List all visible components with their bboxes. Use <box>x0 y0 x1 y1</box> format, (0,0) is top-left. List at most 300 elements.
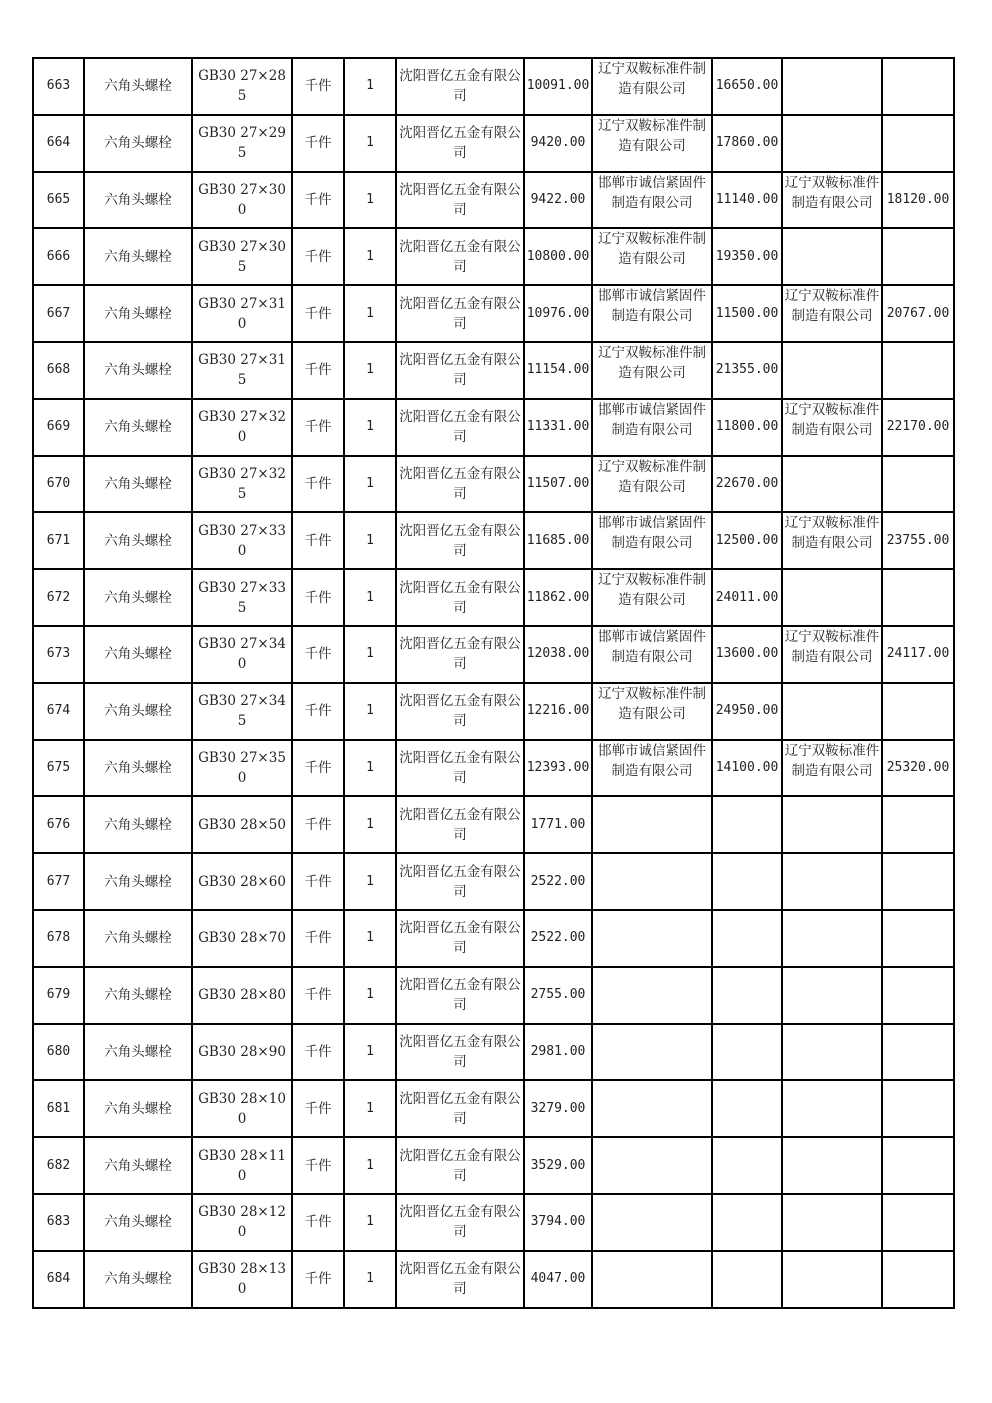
price-2-cell <box>712 172 782 229</box>
cell-text: 11140.00 <box>715 191 779 207</box>
cell-text: 12216.00 <box>526 703 590 719</box>
cell-text: 25320.00 <box>886 759 950 775</box>
cell-text: 21355.00 <box>715 362 779 378</box>
cell-text: 邯郸市诚信紧固件制造有限公司 <box>598 742 706 779</box>
spec-cell <box>192 853 292 910</box>
price-1-cell <box>524 456 592 513</box>
cell-text: 沈阳晋亿五金有限公司 <box>399 465 521 502</box>
quantity-cell <box>344 740 396 797</box>
supplier-3-cell <box>782 1080 882 1137</box>
price-3-cell <box>882 285 954 342</box>
price-3-cell <box>882 910 954 967</box>
quantity-cell <box>344 853 396 910</box>
cell-text: 663 <box>46 78 71 94</box>
supplier-2-cell <box>592 1080 712 1137</box>
unit-cell <box>292 967 344 1024</box>
cell-text: 沈阳晋亿五金有限公司 <box>399 68 521 105</box>
cell-text: GB30 28×120 <box>198 1204 286 1241</box>
item-name-cell <box>84 683 192 740</box>
supplier-2-cell <box>592 228 712 285</box>
supplier-2-cell <box>592 796 712 853</box>
cell-text: 邯郸市诚信紧固件制造有限公司 <box>598 515 706 552</box>
row-number-cell <box>33 569 84 626</box>
cell-text: 668 <box>46 362 71 378</box>
table-row <box>33 1137 954 1194</box>
cell-text: 沈阳晋亿五金有限公司 <box>399 806 521 843</box>
row-number-cell <box>33 1080 84 1137</box>
table-row <box>33 1080 954 1137</box>
cell-text: 676 <box>46 816 71 832</box>
cell-text: 辽宁双鞍标准件制造有限公司 <box>598 61 706 97</box>
cell-text: 六角头螺栓 <box>104 419 172 436</box>
price-2-cell <box>712 512 782 569</box>
cell-text: 沈阳晋亿五金有限公司 <box>399 636 521 673</box>
cell-text: 1 <box>366 191 374 207</box>
supplier-2-cell <box>592 512 712 569</box>
cell-text: 沈阳晋亿五金有限公司 <box>399 749 521 786</box>
item-name-cell <box>84 456 192 513</box>
cell-text: 邯郸市诚信紧固件制造有限公司 <box>598 174 706 211</box>
cell-text: 683 <box>46 1214 71 1230</box>
cell-text: 沈阳晋亿五金有限公司 <box>399 352 521 389</box>
cell-text: GB30 27×310 <box>198 295 286 332</box>
quantity-cell <box>344 342 396 399</box>
cell-text: 12038.00 <box>526 646 590 662</box>
supplier-3-cell <box>782 910 882 967</box>
cell-text: 3529.00 <box>530 1157 586 1173</box>
cell-text: 辽宁双鞍标准件制造有限公司 <box>598 685 706 722</box>
row-number-cell <box>33 910 84 967</box>
price-2-cell <box>712 342 782 399</box>
cell-text: 千件 <box>304 930 332 947</box>
cell-text: GB30 27×345 <box>198 693 286 730</box>
price-1-cell <box>524 1194 592 1251</box>
supplier-1-cell <box>396 683 524 740</box>
item-name-cell <box>84 399 192 456</box>
cell-text: 辽宁双鞍标准件制造有限公司 <box>598 572 706 609</box>
cell-text: 672 <box>46 589 71 605</box>
quantity-cell <box>344 967 396 1024</box>
quantity-cell <box>344 1194 396 1251</box>
price-3-cell <box>882 740 954 797</box>
unit-cell <box>292 910 344 967</box>
item-name-cell <box>84 342 192 399</box>
item-name-cell <box>84 115 192 172</box>
cell-text: 10091.00 <box>526 78 590 94</box>
cell-text: 682 <box>46 1157 71 1173</box>
cell-text: 1 <box>366 873 374 889</box>
cell-text: 681 <box>46 1100 71 1116</box>
cell-text: 684 <box>46 1271 71 1287</box>
price-1-cell <box>524 1024 592 1081</box>
cell-text: GB30 27×315 <box>198 352 286 389</box>
cell-text: 24117.00 <box>886 646 950 662</box>
cell-text: GB30 27×350 <box>198 749 286 786</box>
cell-text: 11500.00 <box>715 305 779 321</box>
supplier-1-cell <box>396 569 524 626</box>
spec-cell <box>192 1024 292 1081</box>
cell-text: 沈阳晋亿五金有限公司 <box>399 522 521 559</box>
cell-text: 千件 <box>304 1157 332 1174</box>
item-name-cell <box>84 1137 192 1194</box>
table-row <box>33 910 954 967</box>
quantity-cell <box>344 285 396 342</box>
row-number-cell <box>33 228 84 285</box>
supplier-2-cell <box>592 1194 712 1251</box>
row-number-cell <box>33 1251 84 1308</box>
unit-cell <box>292 342 344 399</box>
spec-cell <box>192 172 292 229</box>
cell-text: 六角头螺栓 <box>104 816 172 833</box>
supplier-2-cell <box>592 1024 712 1081</box>
cell-text: 18120.00 <box>886 191 950 207</box>
cell-text: 千件 <box>304 1214 332 1231</box>
spec-cell <box>192 285 292 342</box>
price-3-cell <box>882 342 954 399</box>
cell-text: 沈阳晋亿五金有限公司 <box>399 295 521 332</box>
supplier-2-cell <box>592 58 712 115</box>
cell-text: 2522.00 <box>530 873 586 889</box>
supplier-2-cell <box>592 1251 712 1308</box>
row-number-cell <box>33 1137 84 1194</box>
item-name-cell <box>84 228 192 285</box>
table-row <box>33 967 954 1024</box>
cell-text: 22670.00 <box>715 475 779 491</box>
price-3-cell <box>882 228 954 285</box>
quantity-cell <box>344 910 396 967</box>
spec-cell <box>192 967 292 1024</box>
cell-text: 1 <box>366 305 374 321</box>
unit-cell <box>292 796 344 853</box>
price-2-cell <box>712 1024 782 1081</box>
price-3-cell <box>882 626 954 683</box>
spec-cell <box>192 1137 292 1194</box>
cell-text: 666 <box>46 248 71 264</box>
row-number-cell <box>33 853 84 910</box>
cell-text: 20767.00 <box>886 305 950 321</box>
unit-cell <box>292 58 344 115</box>
price-3-cell <box>882 796 954 853</box>
price-1-cell <box>524 967 592 1024</box>
table-row <box>33 569 954 626</box>
cell-text: 千件 <box>304 703 332 720</box>
cell-text: GB30 27×285 <box>198 68 286 105</box>
item-name-cell <box>84 1024 192 1081</box>
quantity-cell <box>344 456 396 513</box>
cell-text: 六角头螺栓 <box>104 191 172 208</box>
price-2-cell <box>712 1251 782 1308</box>
unit-cell <box>292 399 344 456</box>
cell-text: 千件 <box>304 191 332 208</box>
cell-text: 11507.00 <box>526 475 590 491</box>
supplier-1-cell <box>396 399 524 456</box>
cell-text: 千件 <box>304 816 332 833</box>
price-2-cell <box>712 115 782 172</box>
cell-text: 六角头螺栓 <box>104 1214 172 1231</box>
price-1-cell <box>524 342 592 399</box>
item-name-cell <box>84 740 192 797</box>
cell-text: 沈阳晋亿五金有限公司 <box>399 1033 521 1070</box>
cell-text: GB30 28×90 <box>198 1043 286 1060</box>
cell-text: 千件 <box>304 589 332 606</box>
price-3-cell <box>882 1024 954 1081</box>
cell-text: 辽宁双鞍标准件制造有限公司 <box>598 117 706 154</box>
cell-text: 六角头螺栓 <box>104 873 172 890</box>
table-row <box>33 740 954 797</box>
spec-cell <box>192 626 292 683</box>
cell-text: 沈阳晋亿五金有限公司 <box>399 579 521 616</box>
price-1-cell <box>524 910 592 967</box>
cell-text: 邯郸市诚信紧固件制造有限公司 <box>598 628 706 665</box>
row-number-cell <box>33 967 84 1024</box>
price-2-cell <box>712 1137 782 1194</box>
cell-text: 沈阳晋亿五金有限公司 <box>399 125 521 162</box>
cell-text: 24950.00 <box>715 703 779 719</box>
cell-text: 六角头螺栓 <box>104 759 172 776</box>
quantity-cell <box>344 1080 396 1137</box>
spec-cell <box>192 512 292 569</box>
cell-text: 675 <box>46 759 71 775</box>
cell-text: GB30 28×60 <box>198 873 286 890</box>
price-1-cell <box>524 172 592 229</box>
cell-text: 9420.00 <box>530 135 586 151</box>
price-3-cell <box>882 1251 954 1308</box>
quantity-cell <box>344 172 396 229</box>
price-3-cell <box>882 399 954 456</box>
cell-text: 千件 <box>304 135 332 152</box>
supplier-3-cell <box>782 456 882 513</box>
supplier-2-cell <box>592 626 712 683</box>
supplier-3-cell <box>782 796 882 853</box>
unit-cell <box>292 172 344 229</box>
item-name-cell <box>84 1080 192 1137</box>
table-row <box>33 172 954 229</box>
cell-text: GB30 27×305 <box>198 238 286 275</box>
cell-text: 10976.00 <box>526 305 590 321</box>
row-number-cell <box>33 399 84 456</box>
cell-text: 679 <box>46 987 71 1003</box>
row-number-cell <box>33 740 84 797</box>
price-2-cell <box>712 626 782 683</box>
price-1-cell <box>524 569 592 626</box>
supplier-1-cell <box>396 58 524 115</box>
unit-cell <box>292 569 344 626</box>
cell-text: GB30 28×110 <box>198 1147 286 1184</box>
quantity-cell <box>344 399 396 456</box>
quantity-cell <box>344 683 396 740</box>
cell-text: 辽宁双鞍标准件制造有限公司 <box>598 344 706 381</box>
cell-text: GB30 27×330 <box>198 522 286 559</box>
cell-text: 六角头螺栓 <box>104 1043 172 1060</box>
item-name-cell <box>84 910 192 967</box>
price-2-cell <box>712 58 782 115</box>
cell-text: 千件 <box>304 646 332 663</box>
spec-cell <box>192 1194 292 1251</box>
table-row <box>33 456 954 513</box>
cell-text: 667 <box>46 305 71 321</box>
cell-text: 674 <box>46 703 71 719</box>
price-1-cell <box>524 512 592 569</box>
supplier-1-cell <box>396 853 524 910</box>
cell-text: 辽宁双鞍标准件制造有限公司 <box>598 231 706 268</box>
supplier-3-cell <box>782 285 882 342</box>
cell-text: GB30 28×70 <box>198 930 286 947</box>
cell-text: 六角头螺栓 <box>104 703 172 720</box>
cell-text: 1 <box>366 1043 374 1059</box>
spec-cell <box>192 399 292 456</box>
price-table-body <box>33 58 954 1308</box>
supplier-3-cell <box>782 1024 882 1081</box>
supplier-3-cell <box>782 1137 882 1194</box>
cell-text: 1 <box>366 135 374 151</box>
price-1-cell <box>524 1137 592 1194</box>
cell-text: 辽宁双鞍标准件制造有限公司 <box>784 401 880 438</box>
supplier-2-cell <box>592 683 712 740</box>
spec-cell <box>192 228 292 285</box>
cell-text: 千件 <box>304 1100 332 1117</box>
supplier-3-cell <box>782 115 882 172</box>
price-3-cell <box>882 58 954 115</box>
price-2-cell <box>712 967 782 1024</box>
item-name-cell <box>84 285 192 342</box>
price-1-cell <box>524 58 592 115</box>
unit-cell <box>292 683 344 740</box>
price-3-cell <box>882 512 954 569</box>
cell-text: 1 <box>366 816 374 832</box>
cell-text: 2981.00 <box>530 1043 586 1059</box>
spec-cell <box>192 683 292 740</box>
cell-text: 六角头螺栓 <box>104 532 172 549</box>
price-2-cell <box>712 683 782 740</box>
supplier-2-cell <box>592 910 712 967</box>
cell-text: 1 <box>366 475 374 491</box>
cell-text: 1 <box>366 646 374 662</box>
cell-text: 六角头螺栓 <box>104 1157 172 1174</box>
supplier-1-cell <box>396 1080 524 1137</box>
cell-text: 千件 <box>304 419 332 436</box>
spec-cell <box>192 740 292 797</box>
supplier-3-cell <box>782 626 882 683</box>
spec-cell <box>192 569 292 626</box>
supplier-2-cell <box>592 172 712 229</box>
supplier-1-cell <box>396 626 524 683</box>
cell-text: 1771.00 <box>530 816 586 832</box>
row-number-cell <box>33 1194 84 1251</box>
unit-cell <box>292 1137 344 1194</box>
cell-text: 千件 <box>304 759 332 776</box>
price-2-cell <box>712 1080 782 1137</box>
unit-cell <box>292 512 344 569</box>
price-3-cell <box>882 1137 954 1194</box>
cell-text: 12500.00 <box>715 532 779 548</box>
supplier-1-cell <box>396 1194 524 1251</box>
cell-text: 千件 <box>304 532 332 549</box>
cell-text: 16650.00 <box>715 78 779 94</box>
cell-text: 9422.00 <box>530 191 586 207</box>
item-name-cell <box>84 1251 192 1308</box>
cell-text: 六角头螺栓 <box>104 475 172 492</box>
supplier-3-cell <box>782 342 882 399</box>
table-row <box>33 796 954 853</box>
table-row <box>33 626 954 683</box>
cell-text: 1 <box>366 248 374 264</box>
cell-text: 1 <box>366 78 374 94</box>
cell-text: 2755.00 <box>530 987 586 1003</box>
unit-cell <box>292 1194 344 1251</box>
cell-text: 1 <box>366 532 374 548</box>
item-name-cell <box>84 626 192 683</box>
price-1-cell <box>524 740 592 797</box>
supplier-3-cell <box>782 683 882 740</box>
cell-text: 12393.00 <box>526 759 590 775</box>
cell-text: 六角头螺栓 <box>104 362 172 379</box>
table-row <box>33 399 954 456</box>
table-row <box>33 342 954 399</box>
cell-text: 19350.00 <box>715 248 779 264</box>
supplier-3-cell <box>782 172 882 229</box>
price-3-cell <box>882 172 954 229</box>
supplier-3-cell <box>782 399 882 456</box>
cell-text: 沈阳晋亿五金有限公司 <box>399 863 521 900</box>
cell-text: 沈阳晋亿五金有限公司 <box>399 1090 521 1127</box>
cell-text: GB30 28×130 <box>198 1261 286 1298</box>
supplier-1-cell <box>396 796 524 853</box>
cell-text: 17860.00 <box>715 135 779 151</box>
row-number-cell <box>33 796 84 853</box>
price-3-cell <box>882 569 954 626</box>
cell-text: 677 <box>46 873 71 889</box>
item-name-cell <box>84 967 192 1024</box>
table-row <box>33 115 954 172</box>
cell-text: 六角头螺栓 <box>104 930 172 947</box>
cell-text: 辽宁双鞍标准件制造有限公司 <box>784 628 880 665</box>
supplier-2-cell <box>592 342 712 399</box>
cell-text: 678 <box>46 930 71 946</box>
cell-text: 4047.00 <box>530 1271 586 1287</box>
price-3-cell <box>882 456 954 513</box>
table-row <box>33 683 954 740</box>
cell-text: GB30 27×340 <box>198 636 286 673</box>
cell-text: 670 <box>46 475 71 491</box>
supplier-1-cell <box>396 910 524 967</box>
quantity-cell <box>344 796 396 853</box>
spec-cell <box>192 1080 292 1137</box>
row-number-cell <box>33 1024 84 1081</box>
cell-text: 沈阳晋亿五金有限公司 <box>399 920 521 957</box>
spec-cell <box>192 342 292 399</box>
cell-text: 邯郸市诚信紧固件制造有限公司 <box>598 288 706 325</box>
cell-text: 辽宁双鞍标准件制造有限公司 <box>598 458 706 495</box>
price-1-cell <box>524 399 592 456</box>
cell-text: 沈阳晋亿五金有限公司 <box>399 238 521 275</box>
cell-text: 六角头螺栓 <box>104 135 172 152</box>
price-2-cell <box>712 1194 782 1251</box>
supplier-2-cell <box>592 967 712 1024</box>
cell-text: GB30 27×295 <box>198 125 286 162</box>
cell-text: 1 <box>366 759 374 775</box>
cell-text: 11331.00 <box>526 419 590 435</box>
supplier-1-cell <box>396 740 524 797</box>
table-row <box>33 228 954 285</box>
price-3-cell <box>882 853 954 910</box>
cell-text: 664 <box>46 135 71 151</box>
cell-text: 沈阳晋亿五金有限公司 <box>399 409 521 446</box>
price-2-cell <box>712 228 782 285</box>
price-1-cell <box>524 228 592 285</box>
price-3-cell <box>882 1194 954 1251</box>
row-number-cell <box>33 342 84 399</box>
supplier-1-cell <box>396 115 524 172</box>
